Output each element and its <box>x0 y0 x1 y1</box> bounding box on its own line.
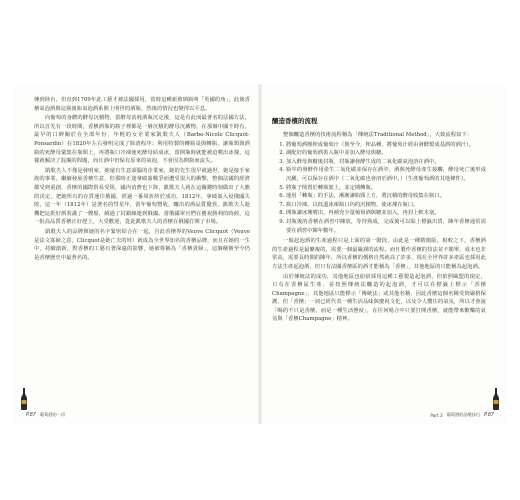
process-step: 2. 調配好的葡萄酒裝入瓶中並加入酵母與糖。 <box>286 149 486 158</box>
left-page-number: P.87 <box>26 413 36 418</box>
process-step: 8. 開瓶讓冰塊噴出，再補充少量葡萄酒與糖並加入，再封上軟木塞。 <box>286 209 486 218</box>
left-paragraph-3: 凱歌夫人不僅是發明家，她還有生意頭腦的企業家，她的先生很早就過世，她是接手家族的事業，繼續發展香檳生意，但那時正逢拿破崙戰爭而遭受很大的衝擊，整個法國的經濟都受到重創，香檳的國際貿易受阻，國內消費也下降，凱歌夫人就在這關鍵時刻做出了大膽的決定，把她所有的存貨運往俄國，經過一番周折終於成功，1812年，拿破崙入侵俄國失敗，這一年（1812年）是著名的彗星年，當年葡萄豐收，釀出的酒品質優異，凱歌夫人趁機把這批好酒裝滿了一艘船，繞過了封鎖線運到俄國。當俄國軍官們在慶祝勝利的時候，這一批高品質香檳正好趕上，大受歡迎，從此凱歌夫人的香檳在俄國打開了市場。 <box>34 167 250 226</box>
intro-paragraph: 整個釀造香檳的技術流程稱為「傳統法Traditional Method」，大致流程如下： <box>283 132 473 138</box>
left-footer <box>26 412 65 418</box>
process-step: 5. 將瓶子倒置於轉瓶架上，並定期轉瓶。 <box>286 184 486 193</box>
left-page <box>12 84 260 424</box>
right-part-label: Part 3 <box>430 413 443 418</box>
right-page <box>260 84 508 424</box>
champagne-bottle-icon <box>492 388 500 410</box>
process-steps-list <box>272 141 486 236</box>
right-running-title: 葡萄酒的品嚐技巧 <box>446 412 481 417</box>
process-step: 4. 瓶中的發酵作用產生二氧化碳並保存在酒中，酒與死酵母產生接觸，酵母死亡後形成沉澱，可以保存在酒中（二氧化碳也會溶於酒中。）（生產葡萄酒的其他條件）。 <box>286 166 486 183</box>
left-running-title: 葡萄酒的一切 <box>39 412 66 417</box>
section-title: 釀造香檳的流程 <box>272 117 318 125</box>
process-step: 1. 將葡萄酒壓榨成葡萄汁（與至今，榨品種，將葡萄汁經由發酵製成基酒的酒汁）。 <box>286 141 486 150</box>
right-paragraph-1: 一般起泡酒的生產過程只是上面的第一階段，由此是一種精簡版，相較之下，香檳酒的生產過程是最繁複的，需要一個最嚴謹的流程。而且製作香檳的技法並不簡單，成本也非常高，需要長時間的陳年，所以香檳的價格自然就高了許多，現在全世界許多產區也採用此方法生產起泡酒，但只有法國香檳區的酒才能稱為「香檳」，其他地區的只能稱為起泡酒。 <box>272 238 486 270</box>
process-step: 9. 封瓶後的香檳在酒窖中陳放，等待熟成，完成後可以貼上標籤出貨，陳年香檳通常需要在酒窖中陳年數年。 <box>286 218 486 235</box>
left-paragraph-1: 傳到陸台，但直到1709年此工藝才被法國採用，當時這種新玻璃瓶叫「英國的角」，此後香檳氣泡酒與這瓶後瓶氣泡酒系開上明世的酒瓶，然後的情況也變得以平息。 <box>34 97 250 112</box>
right-paragraph-2: 由於傳統法的成功，其他地區也紛紛採用這種工藝製造起泡酒，但依照歐盟的規定，只有在香檳區生產、並按照傳統法釀造的起泡酒，才可以在標籤上標示「香檳Champagne」，其他地區只能標示「傳統法」或其他名稱，因此香檳這個名稱受到嚴格保護，但「香檳」一詞已經代表一種生活品味與慶祝文化，以及令人嚮往的氣氛，所以才會說「喝的不只是香檳，而是一種生活態度」，在任何場合中只要打開香檳，就能帶來歡樂的氣氛與「香檳Champagne」精神。 <box>272 273 486 323</box>
left-paragraph-4: 凱歌夫人的品牌與她的名字緊密結合在一起，自此香檳界的Veuve Clicquot（Veuve是法文寡婦之意，Clicquot是她亡夫的姓）就成為全世界知名的香檳品牌，而且在她的一生中，持續創新，對香檳的工藝有著深遠的影響，她被尊稱為「香檳貴婦」，這個稱號至今仍是香檳歷史中最著名的。 <box>34 228 250 261</box>
champagne-bottle-icon <box>20 388 28 410</box>
process-step: 3. 加入酵母與糖後封瓶，封瓶讓發酵生成的二氧化碳氣泡溶在酒中。 <box>286 158 486 167</box>
right-page-number: P.87 <box>484 413 494 418</box>
process-step: 6. 運用「轉瓶」的手法，漸漸讓瓶頸上方，將沉積的酵母收集在瓶口。 <box>286 192 486 201</box>
left-paragraph-2: 向葡萄的身體的酵母沉積物，當酵母消耗酒瓶沉定後，這是有此而最著名的法國方法，所以首先有一段時間，香檳酒瓶的瓶子裡都是一層沉積的酵母沉澱物，在那個中國不時有，最早的口碑關於在全部年份，年輕的女企業家凱歌夫人（Barbe-Nicole Clicquot-Ponsardin）在1820年左右發明完成了除渣程序；利用特製的轉瓶桌與轉瓶，讓瓶頸與酒瓶的死酵母彙集在瓶頸上，再將瓶口冷凍使死酵母結成冰，當開瓶時就能被迫噴出冰塊，這樣就解決了混濁的問題，而且酒中仍保有原來的氣泡，不會因為開瓶而流失。 <box>34 115 250 165</box>
process-step: 7. 瓶口冷凍，以低溫冰凍瓶口內的沉積物，使冰塊在瓶口。 <box>286 201 486 210</box>
book-spread <box>12 84 508 424</box>
right-footer <box>430 412 494 418</box>
